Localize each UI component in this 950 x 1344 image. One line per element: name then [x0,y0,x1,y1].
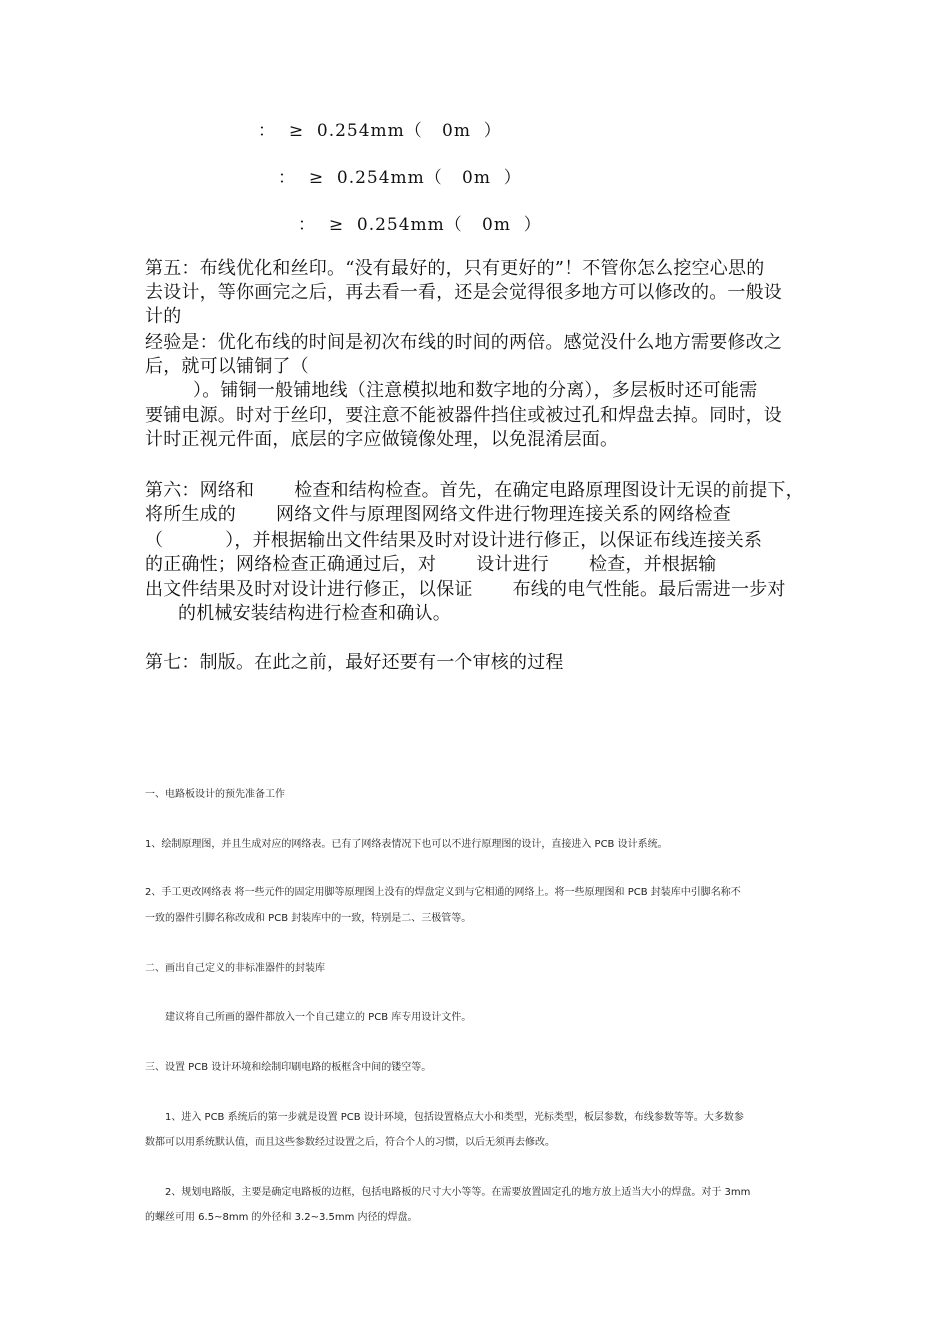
step6-segment: 检查和结构检查。首先，在确定电路原理图设计无误的前提下， [294,480,804,501]
step5-line: 计时正视元件面，底层的字应做镜像处理，以免混淆层面。 [145,429,619,450]
step6-segment: 设计进行 [476,554,550,575]
step6-line [178,601,451,626]
step7-line: 第七：制版。在此之前，最好还要有一个审核的过程 [145,652,564,673]
step5-line: 第五：布线优化和丝印。“没有最好的，只有更好的”！不管你怎么挖空心思的 [145,258,765,279]
step6-segment: 检查，并根据输 [589,554,717,575]
step5-line: 要铺电源。时对于丝印，要注意不能被器件挡住或被过孔和焊盘去掉。同时，设 [145,405,782,426]
paragraph-2-line-1: 2、手工更改网络表 将一些元件的固定用脚等原理图上没有的焊盘定义到与它相通的网络上。将一些原理图和 PCB 封装库中引脚名称不 [145,887,741,898]
step5-line: ）。铺铜一般铺地线（注意模拟地和数字地的分离），多层板时还可能需 [193,380,758,401]
step6-segment: （ [145,530,164,551]
paragraph-3: 建议将自己所画的器件都放入一个自己建立的 PCB 库专用设计文件。 [165,1012,472,1023]
section-heading-1: 一、电路板设计的预先准备工作 [145,789,285,800]
step6-line [145,502,731,527]
step5-line: 计的 [145,306,182,327]
section-heading-3: 三、设置 PCB 设计环境和绘制印刷电路的板框含中间的镂空等。 [145,1062,432,1073]
spec-paren: 0m [462,168,491,188]
spec-value: 0.254mm（ [336,168,443,188]
step6-segment: 第六：网络和 [145,480,255,501]
spec-line-2 [278,163,522,188]
step6-line [145,552,716,577]
spec-close: ） [523,215,542,235]
step6-paragraph [145,478,810,628]
section-heading-2: 二、画出自己定义的非标准器件的封装库 [145,963,325,974]
step5-line: 去设计，等你画完之后，再去看一看，还是会觉得很多地方可以修改的。一般设 [145,282,782,303]
spec-operator: ≥ [328,215,345,235]
spec-paren: 0m [482,215,511,235]
step6-segment: 出文件结果及时对设计进行修正，以保证 [145,579,473,600]
step5-paragraph [145,256,810,466]
step6-segment: 将所生成的 [145,504,236,525]
spec-separator: ： [278,168,296,188]
paragraph-2-line-2: 一致的器件引脚名称改成和 PCB 封装库中的一致，特别是二、三极管等。 [145,913,472,924]
paragraph-5-line-2: 的螺丝可用 6.5~8mm 的外径和 3.2~3.5mm 内径的焊盘。 [145,1212,418,1223]
step6-line [145,577,786,602]
spec-operator: ≥ [288,121,305,141]
spec-line-1 [258,116,502,141]
step5-line: 后，就可以铺铜了（ [145,356,309,377]
paragraph-4-line-2: 数都可以用系统默认值，而且这些参数经过设置之后，符合个人的习惯，以后无须再去修改。 [145,1137,555,1148]
spec-separator: ： [298,215,316,235]
step6-segment: 布线的电气性能。最后需进一步对 [512,579,786,600]
step6-segment: 的正确性；网络检查正确通过后，对 [145,554,437,575]
step6-line [145,478,804,503]
spec-operator: ≥ [308,168,325,188]
spec-separator: ： [258,121,276,141]
paragraph-1: 1、绘制原理图，并且生成对应的网络表。已有了网络表情况下也可以不进行原理图的设计，直接进入 PCB 设计系统。 [145,839,668,850]
spec-value: 0.254mm（ [356,215,463,235]
spec-paren: 0m [442,121,471,141]
spec-close: ） [503,168,522,188]
paragraph-4-line-1: 1、进入 PCB 系统后的第一步就是设置 PCB 设计环境，包括设置格点大小和类型，光标类型，板层参数，布线参数等等。大多数参 [165,1112,744,1123]
step6-segment: 的机械安装结构进行检查和确认。 [178,603,451,624]
paragraph-5-line-1: 2、规划电路版，主要是确定电路板的边框，包括电路板的尺寸大小等等。在需要放置固定孔的地方放上适当大小的焊盘。对于 3mm [165,1187,751,1198]
spec-line-3 [298,210,542,235]
spec-close: ） [483,121,502,141]
step6-segment: 网络文件与原理图网络文件进行物理连接关系的网络检查 [276,504,731,525]
step6-line [145,528,762,553]
step6-segment: ），并根据输出文件结果及时对设计进行修正，以保证布线连接关系 [225,530,763,551]
spec-value: 0.254mm（ [316,121,423,141]
step5-line: 经验是：优化布线的时间是初次布线的时间的两倍。感觉没什么地方需要修改之 [145,332,782,353]
